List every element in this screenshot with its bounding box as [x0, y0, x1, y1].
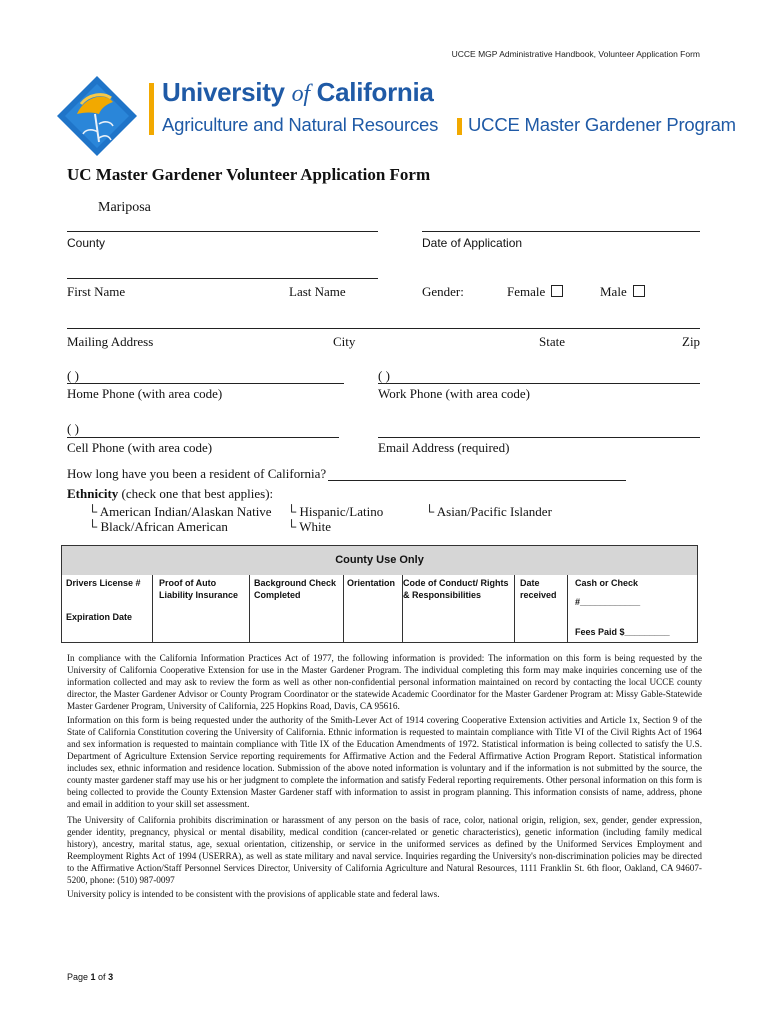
- ethnicity-option[interactable]: [287, 519, 331, 535]
- ethnicity-label: Ethnicity: [67, 486, 119, 501]
- ethnicity-option[interactable]: [88, 504, 272, 520]
- program-accent-bar: [457, 118, 462, 135]
- page-current: 1: [90, 972, 96, 982]
- uc-accent-bar: [149, 83, 154, 135]
- county-label: County: [67, 236, 106, 250]
- zip-label: Zip: [682, 334, 701, 349]
- authority-notice: Information on this form is being requested under the authority of the Smith-Lever Act of 1914 covering Cooperative Extension activities and Article 1x, Section 9 of the State of California Constitution covering the University of California. Ethnic information is requested to maintain compliance with Title VI of the Civil Rights Act of 1964 and sex information is requested to maintain compliance with Title IX of the Education Amendments of 1972. Statistical information is being collected to satisfy the U.S. Department of Agriculture Extension Service reporting requirements for Affirmative Action and the Federal Affirmative Action Program Report. Statistical information includes sex, ethnic information and residence location. Submission of the above noted information is voluntary and if the information is not submitted by the source, the county master gardener staff may use his or her judgment to complete the information and satisfy Federal reporting requirements. Other personal information on this form is being collected to provide the County Extension Master Gardener staff with information to assist in program planning. This information consists of name, address, phone and email in addition to your skill set assessment.: [67, 715, 702, 809]
- ethnicity-option[interactable]: [88, 519, 228, 535]
- university-name-part: California: [309, 77, 434, 107]
- county-field[interactable]: [67, 231, 378, 232]
- last-name-label: Last Name: [289, 284, 346, 299]
- ethnicity-option-label: Black/African American: [100, 519, 228, 534]
- page-prefix: Page: [67, 972, 91, 982]
- checkbox-glyph[interactable]: └: [287, 519, 300, 534]
- mailing-address-label: Mailing Address: [67, 334, 154, 349]
- program-name: UCCE Master Gardener Program: [468, 114, 736, 135]
- running-head: UCCE MGP Administrative Handbook, Volunteer Application Form: [451, 49, 700, 59]
- code-of-conduct-header: Code of Conduct/ Rights & Responsibilities: [403, 578, 509, 600]
- nondiscrimination-notice: The University of California prohibits discrimination or harassment of any person on the basis of race, color, national origin, religion, sex, gender, gender expression, gender identity, pregnancy, physical or mental disability, medical condition (cancer-related or genetic characteristics), genetic information (including family medical history), ancestry, marital status, age, sexual orientation, citizenship, or service in the uniformed services as defined by the Uniformed Services Employment and Reemployment Rights Act of 1994 (USERRA), as well as state military and naval service. Inquiries regarding the University's non-discrimination policies may be directed to the Affirmative Action/Staff Personnel Services Director, University of California Agriculture and Natural Resources, 1111 Franklin St. 6th floor, Oakland, CA 94607-5200, phone: (510) 987-0097: [67, 815, 702, 885]
- check-number-field[interactable]: #____________: [575, 597, 641, 607]
- table-divider: [152, 575, 153, 643]
- state-label: State: [539, 334, 565, 349]
- county-use-title: County Use Only: [62, 546, 697, 575]
- work-phone-label: Work Phone (with area code): [378, 386, 531, 401]
- gender-label: Gender:: [422, 284, 464, 299]
- ethnicity-option[interactable]: [425, 504, 552, 520]
- drivers-license-header: Drivers License #: [66, 578, 141, 588]
- residency-question: How long have you been a resident of California?: [67, 466, 327, 481]
- cell-phone-field[interactable]: [67, 437, 339, 438]
- background-check-header: Background Check Completed: [254, 578, 337, 600]
- ethnicity-option[interactable]: [287, 504, 383, 520]
- email-label: Email Address (required): [378, 440, 510, 455]
- uc-anr-logo: [55, 74, 139, 158]
- female-label: Female: [507, 284, 546, 299]
- email-field[interactable]: [378, 437, 700, 438]
- work-phone-field[interactable]: [378, 383, 700, 384]
- address-field[interactable]: [67, 328, 700, 329]
- ethnicity-option-label: Asian/Pacific Islander: [436, 504, 552, 519]
- ethnicity-heading: [67, 486, 273, 502]
- table-divider: [567, 575, 568, 643]
- ethnicity-option-label: Hispanic/Latino: [299, 504, 384, 519]
- male-label: Male: [600, 284, 627, 299]
- policy-statement: University policy is intended to be consistent with the provisions of applicable state and federal laws.: [67, 889, 440, 899]
- page-number: [67, 972, 113, 982]
- county-value: Mariposa: [98, 200, 151, 215]
- fees-paid-field[interactable]: Fees Paid $_________: [575, 627, 670, 637]
- orientation-header: Orientation: [347, 578, 396, 588]
- cell-phone-label: Cell Phone (with area code): [67, 440, 213, 455]
- residency-field[interactable]: [328, 480, 626, 481]
- page-total: 3: [108, 972, 114, 982]
- expiration-date-header: Expiration Date: [66, 612, 133, 622]
- male-option[interactable]: [600, 284, 645, 300]
- table-divider: [249, 575, 250, 643]
- checkbox-glyph[interactable]: └: [425, 504, 437, 519]
- female-checkbox[interactable]: [551, 285, 563, 297]
- home-phone-label: Home Phone (with area code): [67, 386, 223, 401]
- university-name-of: of: [291, 81, 310, 107]
- division-name: Agriculture and Natural Resources: [162, 114, 439, 135]
- male-checkbox[interactable]: [633, 285, 645, 297]
- work-area-code: ( ): [378, 368, 390, 383]
- ethnicity-option-label: White: [299, 519, 331, 534]
- university-name-part: University: [162, 77, 292, 107]
- city-label: City: [333, 334, 356, 349]
- name-field[interactable]: [67, 278, 378, 279]
- county-use-table: [61, 545, 698, 643]
- date-field[interactable]: [422, 231, 700, 232]
- date-label: Date of Application: [422, 236, 523, 250]
- table-divider: [514, 575, 515, 643]
- checkbox-glyph[interactable]: └: [88, 519, 101, 534]
- checkbox-glyph[interactable]: └: [287, 504, 300, 519]
- checkbox-glyph[interactable]: └: [88, 504, 100, 519]
- table-divider: [343, 575, 344, 643]
- page-of: of: [95, 972, 109, 982]
- university-name: [162, 77, 434, 108]
- form-title: UC Master Gardener Volunteer Application Form: [67, 165, 431, 184]
- home-area-code: ( ): [67, 368, 79, 383]
- cell-area-code: ( ): [67, 421, 79, 436]
- home-phone-field[interactable]: [67, 383, 344, 384]
- ethnicity-hint: (check one that best applies):: [118, 486, 274, 501]
- ethnicity-option-label: American Indian/Alaskan Native: [99, 504, 272, 519]
- auto-insurance-header: Proof of Auto Liability Insurance: [159, 578, 239, 600]
- cash-or-check-header: Cash or Check: [575, 578, 639, 588]
- first-name-label: First Name: [67, 284, 126, 299]
- date-received-header: Date received: [520, 578, 557, 600]
- female-option[interactable]: [507, 284, 563, 300]
- privacy-notice: In compliance with the California Information Practices Act of 1977, the following information is provided: The information on this form is being requested by the University of California Cooperative Extension for use in the Master Gardener Program. The individual completing this form may make inquiries concerning use of the information collected and may ask to review the form as well as other non-confidential personal information maintained on record by contacting the local UCCE county director, the Master Gardener Advisor or County Program Coordinator or the statewide Academic Coordinator for the Master Gardener Program at: Missy Gable-Statewide Master Gardener Program, University of California, 225 Hopkins Road, Davis, CA 95616.: [67, 653, 702, 711]
